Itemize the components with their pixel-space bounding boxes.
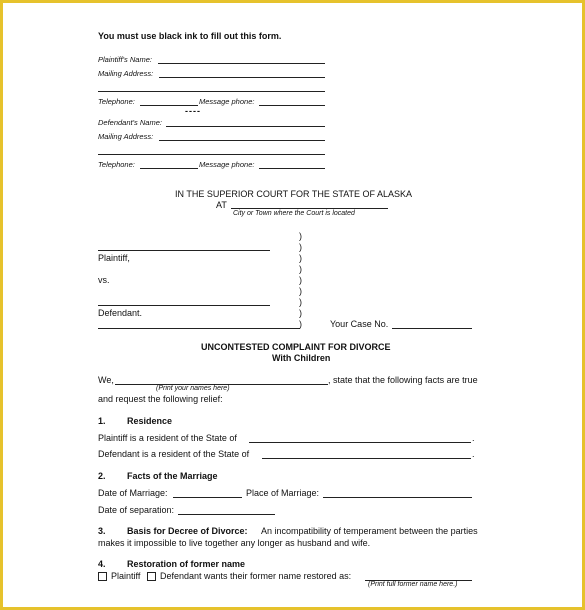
defendant-residence-field[interactable] (262, 458, 471, 459)
caption-paren: ) (299, 242, 302, 252)
caption-paren: ) (299, 253, 302, 263)
names-hint: (Print your names here) (156, 385, 230, 392)
separator: ---- (185, 106, 201, 116)
section-2-heading: Facts of the Marriage (127, 471, 218, 481)
defendant-checkbox[interactable] (147, 572, 156, 581)
section-4-number: 4. (98, 559, 106, 569)
plaintiff-residence-field[interactable] (249, 442, 471, 443)
section-4-heading: Restoration of former name (127, 559, 246, 569)
message-phone-field-1[interactable] (259, 105, 325, 106)
plaintiff-name-label: Plaintiff's Name: (98, 55, 152, 64)
telephone-field-2[interactable] (140, 168, 198, 169)
ink-notice: You must use black ink to fill out this form. (98, 31, 282, 41)
mailing-address-field-2[interactable] (159, 140, 325, 141)
period: . (472, 449, 475, 459)
section-3-heading: Basis for Decree of Divorce: (127, 526, 248, 536)
caption-paren: ) (299, 231, 302, 241)
mailing-address-field-1b[interactable] (98, 91, 325, 92)
plaintiff-residence-text: Plaintiff is a resident of the State of (98, 433, 237, 443)
defendant-name-label: Defendant's Name: (98, 118, 162, 127)
defendant-caption-field[interactable] (98, 305, 270, 306)
section-2-number: 2. (98, 471, 106, 481)
caption-bottom-line (98, 328, 300, 329)
defendant-caption-label: Defendant. (98, 308, 143, 318)
marriage-date-label: Date of Marriage: (98, 488, 168, 498)
section-3-number: 3. (98, 526, 106, 536)
court-city-hint: City or Town where the Court is located (233, 210, 355, 217)
complaint-title: UNCONTESTED COMPLAINT FOR DIVORCE (201, 342, 391, 352)
message-phone-field-2[interactable] (259, 168, 325, 169)
caption-paren: ) (299, 319, 302, 329)
caption-paren: ) (299, 286, 302, 296)
mailing-address-field-2b[interactable] (98, 154, 325, 155)
marriage-place-field[interactable] (323, 497, 472, 498)
caption-paren: ) (299, 308, 302, 318)
court-at-label: AT (216, 200, 227, 210)
telephone-label-2: Telephone: (98, 160, 135, 169)
plaintiff-caption-label: Plaintiff, (98, 253, 130, 263)
caption-paren: ) (299, 275, 302, 285)
defendant-name-field[interactable] (166, 126, 325, 127)
basis-text-1: An incompatibility of temperament between the parties (261, 526, 478, 536)
vs-label: vs. (98, 275, 110, 285)
relief-text: and request the following relief: (98, 394, 223, 404)
plaintiff-checkbox[interactable] (98, 572, 107, 581)
basis-text-2: makes it impossible to live together any longer as husband and wife. (98, 538, 371, 548)
plaintiff-option-label: Plaintiff (111, 571, 141, 581)
mailing-address-label-2: Mailing Address: (98, 132, 154, 141)
plaintiff-caption-field[interactable] (98, 250, 270, 251)
state-text: , state that the following facts are true (328, 375, 478, 385)
defendant-restoration-text: Defendant wants their former name restored as: (160, 571, 352, 581)
case-no-field[interactable] (392, 328, 472, 329)
marriage-date-field[interactable] (173, 497, 242, 498)
caption-paren: ) (299, 297, 302, 307)
message-phone-label-1: Message phone: (199, 97, 255, 106)
separation-date-field[interactable] (178, 514, 275, 515)
separation-date-label: Date of separation: (98, 505, 175, 515)
former-name-hint: (Print full former name here.) (368, 581, 458, 588)
message-phone-label-2: Message phone: (199, 160, 255, 169)
case-no-label: Your Case No. (330, 319, 389, 329)
complaint-subtitle: With Children (272, 353, 331, 363)
period: . (472, 433, 475, 443)
defendant-residence-text: Defendant is a resident of the State of (98, 449, 250, 459)
court-location-field[interactable] (231, 208, 388, 209)
plaintiff-name-field[interactable] (158, 63, 325, 64)
court-title: IN THE SUPERIOR COURT FOR THE STATE OF ALASKA (175, 189, 413, 199)
we-label: We, (98, 375, 114, 385)
section-1-heading: Residence (127, 416, 173, 426)
telephone-label-1: Telephone: (98, 97, 135, 106)
mailing-address-field-1[interactable] (159, 77, 325, 78)
mailing-address-label-1: Mailing Address: (98, 69, 154, 78)
caption-paren: ) (299, 264, 302, 274)
marriage-place-label: Place of Marriage: (246, 488, 320, 498)
section-1-number: 1. (98, 416, 106, 426)
